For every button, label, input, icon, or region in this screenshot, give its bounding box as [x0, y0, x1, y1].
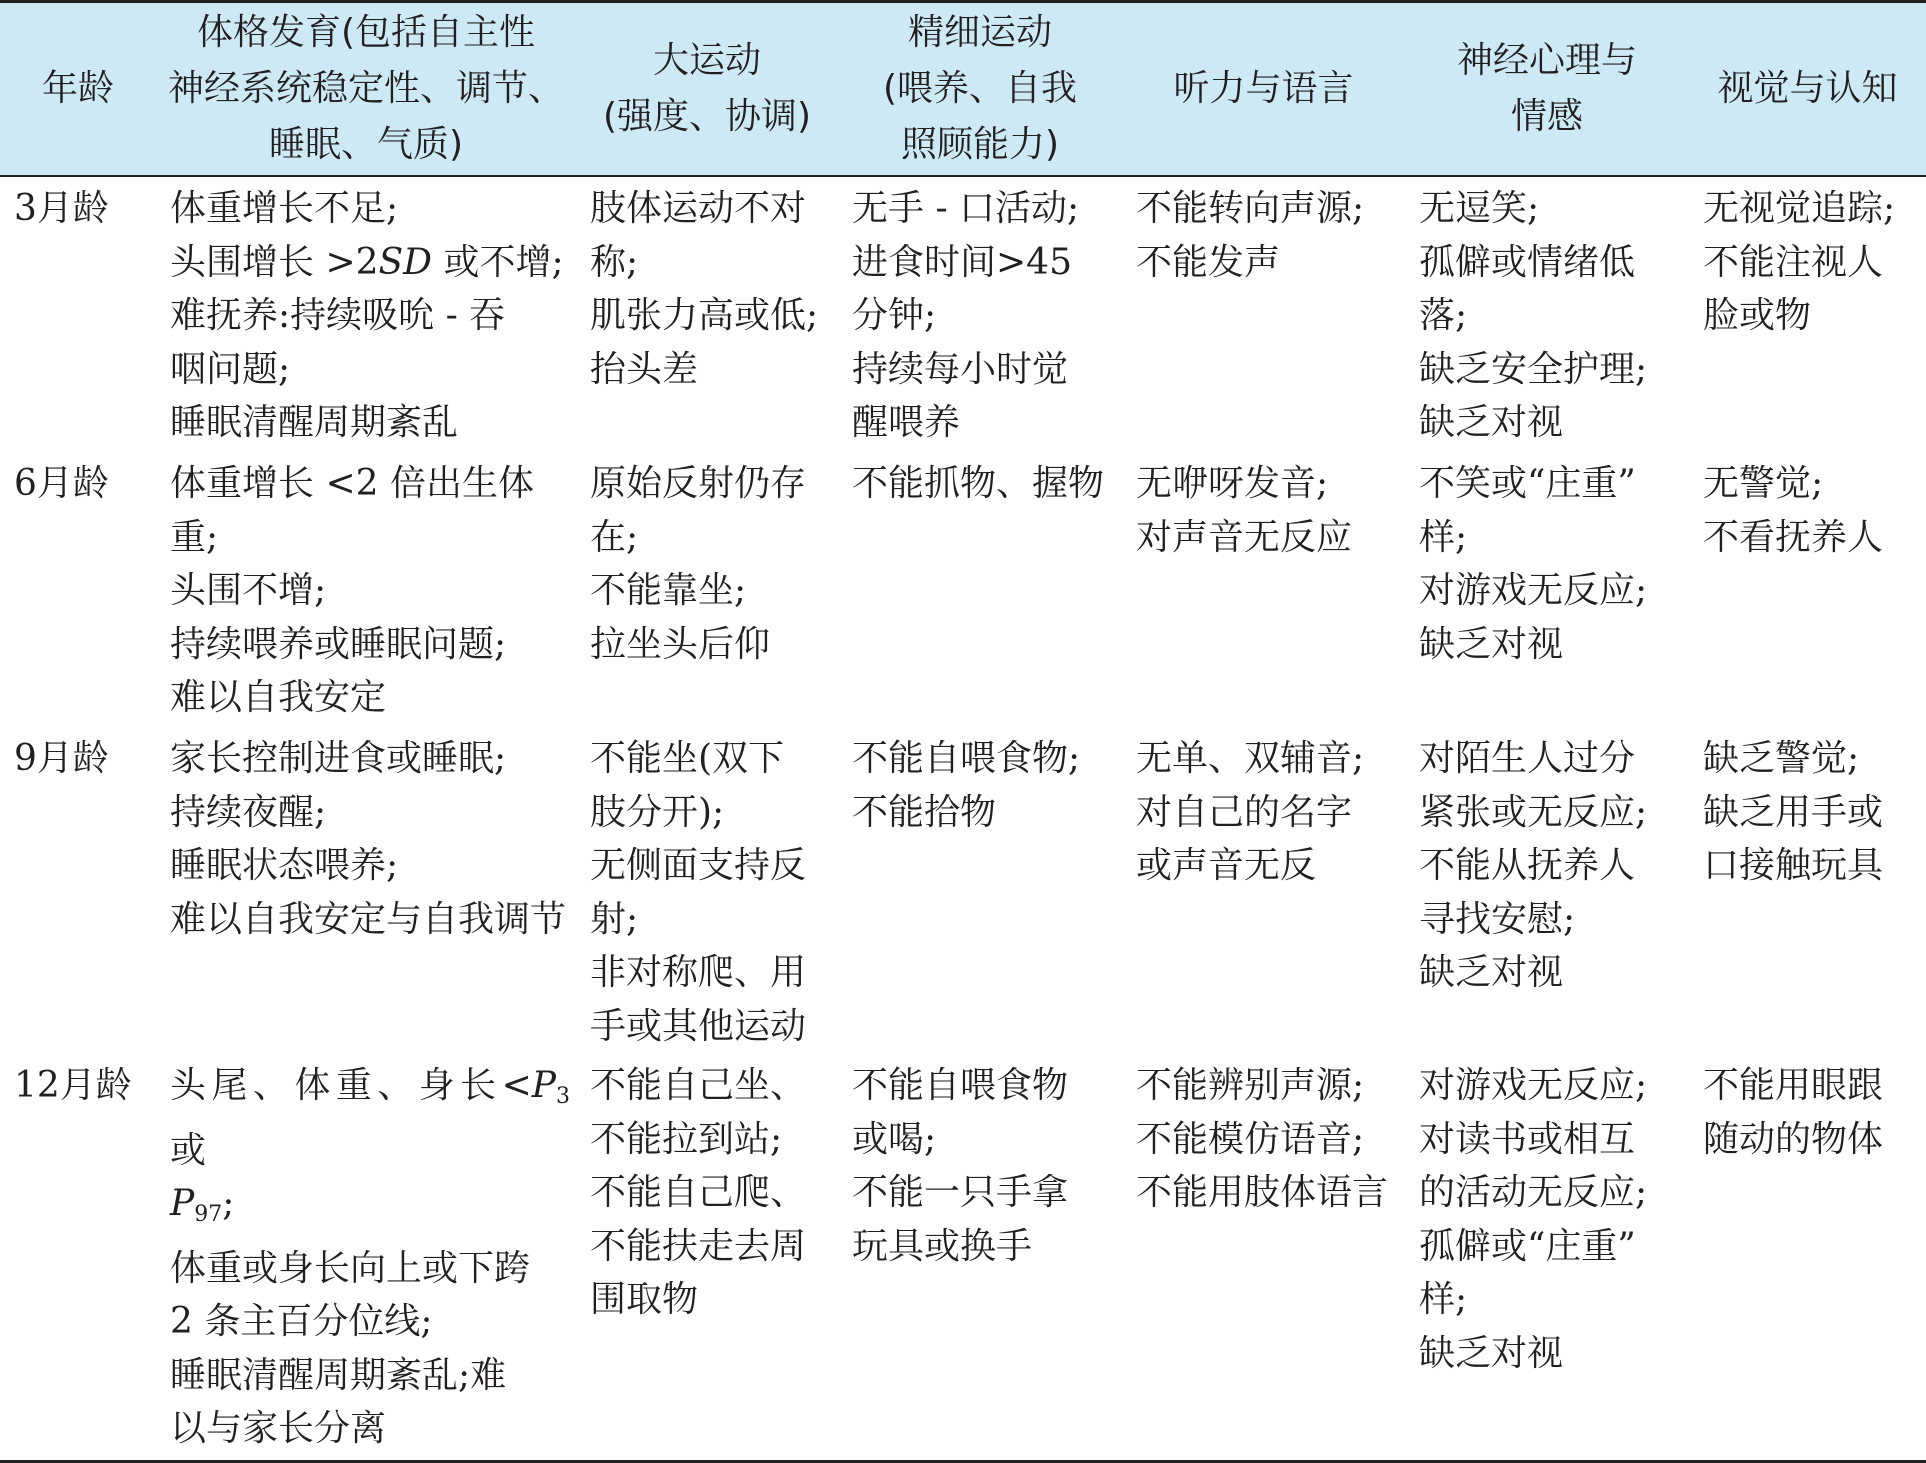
cell-gross-motor [576, 452, 838, 727]
cell-line: 对自己的名字 [1136, 791, 1353, 833]
cell-line: 称; [590, 241, 639, 283]
cell-vision [1689, 452, 1926, 727]
cell-line: 不能转向声源; [1136, 188, 1365, 229]
cell-line: 射; [590, 898, 639, 940]
cell-gross-motor [576, 727, 838, 1054]
cell-line: 2 条主百分位线; [170, 1301, 433, 1342]
cell-line: 不能拾物 [852, 791, 997, 833]
cell-line: 在; [590, 516, 639, 558]
cell-physical [156, 176, 576, 452]
cell-line: 缺乏对视 [1419, 1332, 1564, 1374]
cell-hearing-language [1122, 452, 1405, 727]
cell-line: 缺乏对视 [1419, 952, 1564, 993]
header-row [0, 2, 1926, 177]
cell-line: 难以自我安定与自我调节 [170, 898, 567, 940]
cell-line: 肢体运动不对 [590, 188, 807, 229]
cell-line: 肌张力高或低; [590, 295, 819, 336]
header-line: 体格发育(包括自主性 [196, 12, 536, 53]
table-row [0, 727, 1926, 1054]
table-header [0, 2, 1926, 177]
table-row [0, 452, 1926, 727]
cell-line: 头围不增; [170, 570, 327, 611]
cell-hearing-language [1122, 1054, 1405, 1461]
header-gross-motor [576, 2, 838, 177]
header-line: 视觉与认知 [1717, 68, 1898, 109]
header-neuropsych-emotion [1405, 2, 1689, 177]
cell-fine-motor [838, 1054, 1122, 1461]
cell-line: 脸或物 [1703, 295, 1812, 336]
table-row [0, 1054, 1926, 1461]
cell-line: 持续夜醒; [170, 791, 327, 833]
cell-gross-motor [576, 1054, 838, 1461]
cell-line: 不能用肢体语言 [1136, 1172, 1389, 1213]
cell-line: 不能从抚养人 [1419, 845, 1636, 886]
cell-line: 不能抓物、握物 [852, 463, 1105, 504]
cell-line: 持续喂养或睡眠问题; [170, 623, 507, 665]
cell-line: 紧张或无反应; [1419, 791, 1648, 833]
header-line: 精细运动 [907, 12, 1052, 53]
cell-line: 非对称爬、用 [590, 952, 807, 993]
cell-line: 缺乏安全护理; [1419, 348, 1648, 390]
cell-line: 醒喂养 [852, 402, 961, 443]
cell-physical [156, 727, 576, 1054]
cell-line: 孤僻或“庄重” [1419, 1225, 1636, 1267]
cell-gross-motor [576, 176, 838, 452]
cell-line: 对读书或相互 [1419, 1118, 1636, 1160]
cell-line: 无单、双辅音; [1136, 738, 1365, 779]
cell-line: 样; [1419, 516, 1468, 558]
cell-line: 睡眠清醒周期紊乱 [170, 402, 459, 443]
cell-line: 随动的物体 [1703, 1118, 1884, 1160]
header-hearing-language [1122, 2, 1405, 177]
cell-vision [1689, 1054, 1926, 1461]
cell-line: 重; [170, 516, 219, 558]
cell-line: 寻找安慰; [1419, 898, 1576, 940]
header-line: (强度、协调) [602, 96, 812, 137]
cell-line: 不能模仿语音; [1136, 1118, 1365, 1160]
cell-line: 样; [1419, 1279, 1468, 1320]
cell-physical [156, 452, 576, 727]
cell-line: 不能靠坐; [590, 570, 747, 611]
cell-hearing-language [1122, 727, 1405, 1054]
header-age [0, 2, 156, 177]
cell-line: 不能用眼跟 [1703, 1065, 1884, 1106]
cell-line: 不能自喂食物; [852, 738, 1081, 779]
table-body [0, 176, 1926, 1461]
header-physical-development [156, 2, 576, 177]
cell-line: 不能拉到站; [590, 1118, 783, 1160]
cell-fine-motor [838, 452, 1122, 727]
cell-line: 孤僻或情绪低 [1419, 241, 1636, 283]
header-line: 神经心理与 [1456, 40, 1637, 81]
header-vision-cognition [1689, 2, 1926, 177]
cell-neuropsych [1405, 727, 1689, 1054]
cell-line: 原始反射仍存 [590, 463, 807, 504]
cell-age: 9月龄 [14, 738, 109, 779]
cell-line: 玩具或换手 [852, 1225, 1033, 1267]
cell-line: 不能扶走去周 [590, 1225, 807, 1267]
header-line: 听力与语言 [1173, 68, 1354, 109]
cell-line: 手或其他运动 [590, 1005, 807, 1047]
cell-fine-motor [838, 727, 1122, 1054]
cell-line: 落; [1419, 295, 1468, 336]
cell-line: 无警觉; [1703, 463, 1824, 504]
cell-line: 头尾、体重、身长$<P_3$ 或 [170, 1065, 570, 1171]
cell-line: 不能自己坐、 [590, 1065, 807, 1106]
header-line: (喂养、自我 [882, 68, 1078, 109]
header-fine-motor [838, 2, 1122, 177]
cell-line: 口接触玩具 [1703, 845, 1884, 886]
cell-line: 以与家长分离 [170, 1408, 387, 1449]
header-line: 大运动 [652, 40, 761, 81]
cell-fine-motor [838, 176, 1122, 452]
cell-line: 家长控制进食或睡眠; [170, 738, 507, 779]
cell-line: 的活动无反应; [1419, 1172, 1648, 1213]
cell-age: 3月龄 [14, 188, 109, 229]
cell-age: 12月龄 [0, 1054, 156, 1461]
cell-line: 睡眠清醒周期紊乱;难 [170, 1354, 507, 1396]
cell-neuropsych [1405, 452, 1689, 727]
header-line: 照顾能力) [900, 124, 1060, 165]
cell-line: 或喝; [852, 1118, 937, 1160]
header-line: 睡眠、气质) [268, 124, 464, 165]
cell-line: 不能注视人 [1703, 241, 1884, 283]
cell-line: 不笑或“庄重” [1419, 463, 1636, 504]
cell-line: 不能自己爬、 [590, 1172, 807, 1213]
cell-line: 肢分开); [590, 791, 725, 833]
cell-physical [156, 1054, 576, 1461]
cell-line: 无侧面支持反 [590, 845, 807, 886]
cell-line: 无逗笑; [1419, 188, 1540, 229]
cell-line: 无咿呀发音; [1136, 463, 1329, 504]
cell-line: 不看抚养人 [1703, 516, 1884, 558]
cell-line: 无手 - 口活动; [852, 188, 1080, 229]
cell-line: 分钟; [852, 295, 937, 336]
cell-line: 对声音无反应 [1136, 516, 1353, 558]
cell-line: 持续每小时觉 [852, 348, 1069, 390]
cell-line: 缺乏警觉; [1703, 738, 1860, 779]
cell-line: 无视觉追踪; [1703, 188, 1896, 229]
cell-line: 围取物 [590, 1279, 699, 1320]
cell-line: 缺乏用手或 [1703, 791, 1884, 833]
cell-line: 抬头差 [590, 348, 699, 390]
cell-line: 体重增长 <2 倍出生体 [170, 463, 534, 504]
header-line: 年龄 [41, 68, 114, 109]
cell-neuropsych [1405, 1054, 1689, 1461]
cell-line: 不能坐(双下 [590, 738, 785, 779]
table-row [0, 176, 1926, 452]
cell-line: 咽问题; [170, 348, 291, 390]
cell-line: 进食时间>45 [852, 241, 1072, 283]
cell-line: 头围增长 >2SD 或不增; [170, 241, 564, 283]
cell-line: 不能一只手拿 [852, 1172, 1069, 1213]
cell-line: 体重增长不足; [170, 188, 399, 229]
header-line: 情感 [1510, 96, 1583, 137]
cell-line: 对陌生人过分 [1419, 738, 1636, 779]
cell-line: 对游戏无反应; [1419, 570, 1648, 611]
header-line: 神经系统稳定性、调节、 [167, 68, 564, 109]
cell-line: 不能自喂食物 [852, 1065, 1069, 1106]
cell-line: 难抚养:持续吸吮 - 吞 [170, 295, 506, 336]
cell-line: 缺乏对视 [1419, 402, 1564, 443]
cell-line: 拉坐头后仰 [590, 623, 771, 665]
cell-line: $P_{97}$; [170, 1183, 235, 1227]
cell-line: 缺乏对视 [1419, 623, 1564, 665]
cell-vision [1689, 727, 1926, 1054]
cell-line: 睡眠状态喂养; [170, 845, 399, 886]
cell-line: 不能发声 [1136, 241, 1281, 283]
cell-neuropsych [1405, 176, 1689, 452]
cell-line: 或声音无反 [1136, 845, 1317, 886]
cell-line: 对游戏无反应; [1419, 1065, 1648, 1106]
cell-line: 体重或身长向上或下跨 [170, 1247, 531, 1289]
cell-hearing-language [1122, 176, 1405, 452]
cell-vision [1689, 176, 1926, 452]
cell-age: 6月龄 [14, 463, 109, 504]
cell-line: 不能辨别声源; [1136, 1065, 1365, 1106]
cell-line: 难以自我安定 [170, 677, 387, 718]
